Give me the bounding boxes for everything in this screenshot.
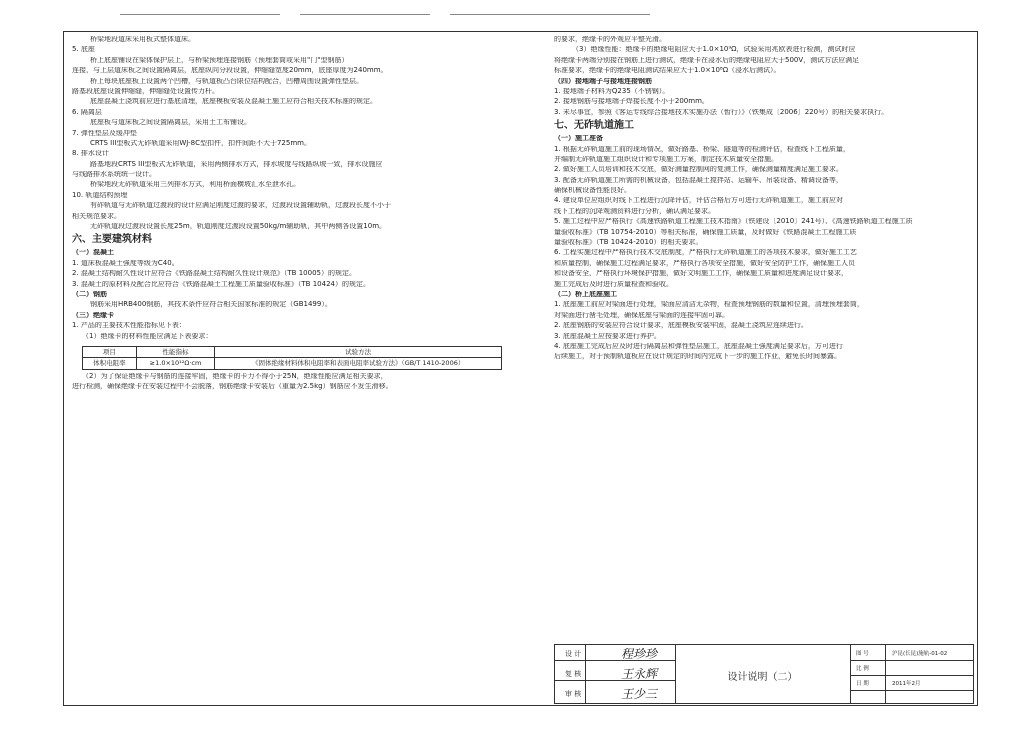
table-header-cell: 性能指标 (136, 346, 215, 358)
text-line: 6. 隔离层 (72, 108, 102, 116)
text-line: 4. 建设单位应组织对线下工程进行沉降评估，评估合格后方可进行无砟轨道施工，施工前应对 (554, 197, 843, 205)
table-cell: 体积电阻率 (83, 358, 137, 370)
text-line: 相关规范要求。 (72, 212, 121, 220)
table-cell: 《固体绝缘材料体积电阻率和表面电阻率试验方法》（GB/T 1410-2006） (215, 358, 502, 370)
text-line: 5. 施工过程中应严格执行《高速铁路轨道工程施工技术指南》（铁建设〔2010〕241号）、《高速铁路轨道工程施工质 (554, 218, 913, 226)
text-line: 桥上每块底座板上设置两个凹槽，与轨道板凸台限位结构配合，凹槽周围设置弹性垫层。 (90, 77, 363, 85)
text-line: 1. 道床板混凝土强度等级为C40。 (72, 259, 179, 267)
reviewer-signature: 王少三 (621, 687, 658, 701)
text-line: 钢筋采用HRB400钢筋，其技术条件应符合相关国家标准的规定（GB1499）。 (90, 301, 332, 309)
text-line: 施工完成后及时进行质量检查和验收。 (554, 280, 673, 288)
role-row-review (555, 685, 675, 700)
section-heading: （四）接地端子与接地连接钢筋 (554, 77, 652, 85)
designer-signature: 程珍珍 (621, 647, 658, 661)
text-line: 底座混凝土浇筑前应进行基底清理，底座模板安装及混凝土施工应符合相关技术标准的规定。 (90, 98, 377, 106)
text-line: 和质量控制，确保施工过程满足要求，严格执行各项安全措施，做好安全防护工作，确保施工人员 (554, 259, 855, 267)
text-line: 1. 产品的主要技术性能指标见下表： (72, 322, 186, 330)
divider (885, 645, 886, 703)
text-line: 2. 接地钢筋与接地端子焊接长度不小于200mm。 (554, 98, 709, 106)
info-row-date (850, 675, 974, 691)
text-line: 桥上底座铺设在梁体保护层上，与桥梁预埋连接钢筋（预埋套筒或采用"门"型钢筋） (90, 56, 349, 64)
top-dash-left (120, 14, 280, 15)
table-header-row (83, 346, 502, 358)
info-key: 比 例 (856, 666, 869, 672)
text-line: 路基段底座设置伸缩缝，伸缩缝处设置传力杆。 (72, 87, 219, 95)
drawing-date: 2011年2月 (892, 681, 921, 687)
section-heading: （一）施工准备 (554, 135, 603, 143)
text-line: 对梁面进行凿毛处理，确保底座与梁面的连接牢固可靠。 (554, 311, 729, 319)
section-heading: （一）混凝土 (72, 249, 114, 257)
text-line: 1. 根据无砟轨道施工前的现场情况，做好路基、桥梁、隧道等的检测评估，检查线下工程质量， (554, 145, 850, 153)
text-line: 并编制无砟轨道施工组织设计和专项施工方案，制定技术质量安全措施。 (554, 155, 778, 163)
section-heading: 六、主要建筑材料 (72, 234, 152, 246)
text-line: 量验收标准》（TB 10424-2010）的相关要求。 (554, 239, 703, 247)
role-row-check (555, 665, 675, 681)
text-line: 6. 工程实施过程中严格执行技术交底制度，严格执行无砟轨道施工的各项技术要求，做好施工工艺 (554, 249, 857, 257)
text-line: 1. 底座施工前应对梁面进行处理，梁面应清洁无杂物，检查预埋钢筋的数量和位置，清理预埋套筒， (554, 301, 864, 309)
text-line: 无砟轨道段过渡段设置长度25m，轨道刚度过渡段设置50kg/m辅助轨，其中两侧各设置10m。 (90, 223, 387, 231)
text-line: 3. 混凝土的原材料及配合比应符合《铁路混凝土工程施工质量验收标准》（TB 10424）的规定。 (72, 280, 370, 288)
role-label: 复 核 (565, 670, 582, 678)
role-label: 设 计 (565, 650, 582, 658)
text-line: 底座板与道床板之间设置隔离层，采用土工布铺设。 (90, 119, 251, 127)
info-key: 图 号 (856, 651, 869, 657)
table-cell: ≥1.0×10¹²Ω·cm (136, 358, 215, 370)
text-line: 路基地段CRTS III型板式无砟轨道，采用两侧排水方式，排水坡度与线路纵坡一致，排水设施应 (90, 160, 383, 168)
text-line: 和设备安全，严格执行环境保护措施，做好文明施工工作，确保施工质量和进度满足设计要求， (554, 270, 848, 278)
info-row-number (850, 645, 974, 661)
drawing-sheet (63, 31, 978, 706)
insulation-spec-table (82, 346, 502, 370)
section-heading: （二）钢筋 (72, 290, 107, 298)
top-dash-mid (300, 14, 430, 15)
text-line: 2. 做好施工人员培训和技术交底，做好测量控制网的复测工作，确保测量精度满足施工要求。 (554, 166, 843, 174)
text-line: 与线路排水系统统一设计。 (72, 171, 156, 179)
text-line: 2. 混凝土结构耐久性设计应符合《铁路混凝土结构耐久性设计规范》（TB 10005）的规定。 (72, 270, 356, 278)
table-row (83, 358, 502, 370)
text-line: 线下工程的沉降观测资料进行分析，确认满足要求。 (554, 207, 715, 215)
text-line: 将绝缘卡两端分别接在钢筋上进行测试，绝缘卡在浸水后的绝缘电阻应大于500V，测试方法应满足 (554, 56, 860, 64)
role-label: 审 核 (565, 690, 582, 698)
divider (585, 645, 586, 703)
text-line: 后续施工，对于预制轨道板应在设计规定的时间内完成下一步的施工作业，避免长时间暴露。 (554, 353, 841, 361)
text-line: 3. 底座混凝土应按要求进行养护。 (554, 332, 661, 340)
drawing-title: 设计说明（二） (727, 671, 798, 683)
text-line: （1）绝缘卡的材料性能应满足下表要求： (82, 332, 213, 340)
text-line: 桥梁地段无砟轨道采用三列排水方式，利用桥面横坡汇水至泄水孔。 (90, 181, 300, 189)
text-line: 桥梁地段道床采用板式整体道床。 (90, 36, 195, 43)
text-line: 标准要求，绝缘卡的绝缘电阻测试结果应大于1.0×10⁸Ω（浸水后测试）。 (554, 67, 781, 75)
text-line: CRTS III型板式无砟轨道采用WJ-8C型扣件，扣件间距不大于725mm。 (90, 139, 311, 147)
text-line: 8. 排水设计 (72, 150, 109, 158)
section-heading: （二）桥上底座施工 (554, 290, 617, 298)
text-line: 进行检测，确保绝缘卡在安装过程中不会脱落，钢筋绝缘卡安装后（重量为2.5kg）钢筋应不发生滑移。 (72, 383, 393, 391)
text-line: 10. 轨道结构预埋 (72, 191, 128, 199)
text-line: 7. 弹性垫层及缓冲垫 (72, 129, 137, 137)
section-heading: 七、无砟轨道施工 (554, 120, 634, 132)
text-line: 量验收标准》（TB 10754-2010）等相关标准，确保施工质量，及时做好《铁路混凝土工程施工质 (554, 228, 857, 236)
top-dash-right (450, 14, 650, 15)
info-key: 日 期 (856, 681, 869, 687)
text-line: （2）为了保证绝缘卡与钢筋的连接牢固，绝缘卡的卡力不得小于25N，绝缘性能应满足相关要求， (82, 372, 388, 380)
text-line: 确保机械设备性能良好。 (554, 187, 631, 195)
role-row-design (555, 645, 675, 661)
text-line: 2. 底座钢筋的安装应符合设计要求，底座模板安装牢固，混凝土浇筑应连续进行。 (554, 322, 808, 330)
text-line: 4. 底座施工完成后应及时进行隔离层和弹性垫层施工，底座混凝土强度满足要求后，方可进行 (554, 342, 843, 350)
left-text-column (72, 36, 542, 394)
text-line: 3. 配备无砟轨道施工所需的机械设备，包括混凝土搅拌站、运输车、吊装设备、精调设备等， (554, 176, 843, 184)
text-line: （3）绝缘性能：绝缘卡的绝缘电阻应大于1.0×10⁹Ω，试验采用兆欧表进行检测，测试时应 (572, 46, 856, 54)
right-text-column (554, 36, 972, 364)
title-block (554, 644, 974, 704)
table-header-cell: 项目 (83, 346, 137, 358)
text-line: 1. 接地端子材料为Q235（不锈钢）。 (554, 87, 670, 95)
text-line: 的要求，绝缘卡的外观应平整光滑。 (554, 36, 666, 43)
text-line: 5. 底座 (72, 46, 95, 54)
drawing-number: 沪昆(长昆)施轨-01-02 (892, 651, 948, 657)
text-line: 有砟轨道与无砟轨道过渡段的设计应满足刚度过渡的要求，过渡段设置辅助轨，过渡段长度不小于 (90, 202, 391, 210)
checker-signature: 王永辉 (621, 667, 658, 681)
table-header-cell: 试验方法 (215, 346, 502, 358)
section-heading: （三）绝缘卡 (72, 311, 114, 319)
text-line: 3. 未尽事宜，参照《客运专线综合接地技术实施办法（暂行）》（铁集成〔2006〕220号）的相关要求执行。 (554, 108, 889, 116)
text-line: 连接，与上层道床板之间设置隔离层，底座纵向分段设置，伸缩缝宽度20mm，底座厚度为240mm。 (72, 67, 388, 75)
info-row-scale (850, 660, 974, 676)
